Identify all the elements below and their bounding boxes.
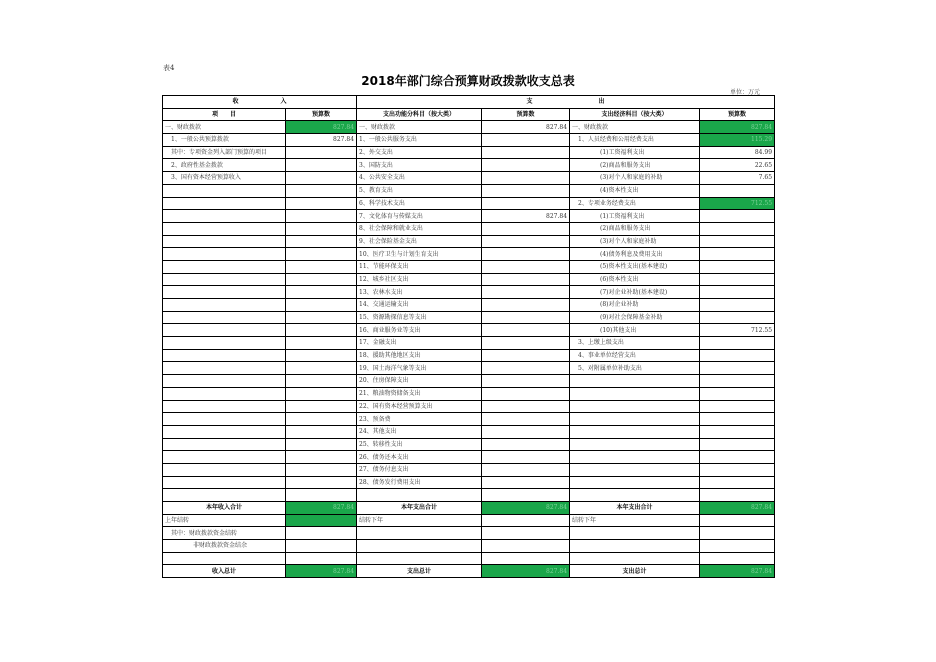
expense-header: 支 出 — [357, 96, 775, 109]
budget-value-cell — [482, 387, 570, 400]
budget-value-cell — [482, 172, 570, 185]
budget-value-cell — [482, 235, 570, 248]
budget-value-cell — [482, 463, 570, 476]
budget-value-cell — [482, 146, 570, 159]
item-label-cell — [163, 400, 286, 413]
budget-value-cell — [482, 311, 570, 324]
budget-value-cell: 827.84 — [286, 565, 357, 578]
budget-value-cell — [286, 299, 357, 312]
table-row — [163, 172, 775, 185]
budget-value-cell — [482, 134, 570, 147]
budget-value-cell — [700, 362, 775, 375]
table-row — [163, 438, 775, 451]
item-label-cell: 上年结转 — [163, 514, 286, 527]
table-row — [163, 540, 775, 553]
budget-value-cell — [482, 514, 570, 527]
item-label-cell — [163, 425, 286, 438]
table-row — [163, 565, 775, 578]
col-header: 支出功能分科目（按大类） — [357, 108, 482, 121]
item-label-cell — [163, 489, 286, 502]
item-label-cell: 本年支出合计 — [357, 502, 482, 515]
item-label-cell: (3)对个人和家庭补助 — [570, 235, 700, 248]
budget-value-cell — [286, 197, 357, 210]
budget-value-cell — [286, 311, 357, 324]
table-row — [163, 273, 775, 286]
table-row — [163, 121, 775, 134]
item-label-cell: 23、预备费 — [357, 413, 482, 426]
budget-value-cell — [700, 425, 775, 438]
item-label-cell: 1、一般公共服务支出 — [357, 134, 482, 147]
item-label-cell: 本年支出合计 — [570, 502, 700, 515]
item-label-cell: 14、交通运输支出 — [357, 299, 482, 312]
budget-value-cell — [286, 400, 357, 413]
item-label-cell — [163, 311, 286, 324]
table-row — [163, 387, 775, 400]
budget-value-cell: 827.84 — [700, 502, 775, 515]
item-label-cell — [570, 527, 700, 540]
item-label-cell — [570, 387, 700, 400]
budget-value-cell — [286, 463, 357, 476]
budget-value-cell — [482, 273, 570, 286]
item-label-cell — [163, 463, 286, 476]
budget-value-cell — [700, 299, 775, 312]
item-label-cell — [357, 552, 482, 565]
item-label-cell — [570, 463, 700, 476]
item-label-cell — [163, 552, 286, 565]
budget-value-cell: 22.65 — [700, 159, 775, 172]
item-label-cell: (9)对社会保障基金补助 — [570, 311, 700, 324]
budget-value-cell — [482, 286, 570, 299]
table-row — [163, 502, 775, 515]
budget-value-cell — [700, 222, 775, 235]
budget-value-cell — [700, 387, 775, 400]
item-label-cell: (7)对企业补助(基本建设) — [570, 286, 700, 299]
table-row — [163, 210, 775, 223]
item-label-cell: 28、债务发行费用支出 — [357, 476, 482, 489]
budget-value-cell: 7.65 — [700, 172, 775, 185]
col-header: 项 目 — [163, 108, 286, 121]
item-label-cell: (6)资本性支出 — [570, 273, 700, 286]
budget-value-cell — [700, 273, 775, 286]
budget-value-cell: 827.84 — [286, 134, 357, 147]
budget-value-cell — [482, 438, 570, 451]
item-label-cell: 收入总计 — [163, 565, 286, 578]
budget-value-cell — [700, 438, 775, 451]
column-header-row — [163, 108, 775, 121]
budget-value-cell — [700, 400, 775, 413]
budget-value-cell — [286, 514, 357, 527]
table-row — [163, 311, 775, 324]
item-label-cell: 1、一般公共预算拨款 — [163, 134, 286, 147]
budget-value-cell — [700, 514, 775, 527]
item-label-cell: 25、转移性支出 — [357, 438, 482, 451]
budget-value-cell — [482, 337, 570, 350]
budget-value-cell — [286, 552, 357, 565]
budget-value-cell — [700, 260, 775, 273]
item-label-cell: 8、社会保障和就业支出 — [357, 222, 482, 235]
table-row — [163, 400, 775, 413]
item-label-cell: 5、对附属单位补助支出 — [570, 362, 700, 375]
table-row — [163, 425, 775, 438]
item-label-cell: 3、上缴上级支出 — [570, 337, 700, 350]
table-row — [163, 235, 775, 248]
item-label-cell: 一、财政拨款 — [163, 121, 286, 134]
budget-value-cell — [700, 349, 775, 362]
item-label-cell: (1)工资福利支出 — [570, 146, 700, 159]
item-label-cell: 一、财政拨款 — [357, 121, 482, 134]
item-label-cell: 1、人员经费和公用经费支出 — [570, 134, 700, 147]
item-label-cell — [570, 375, 700, 388]
item-label-cell: 22、国有资本经营预算支出 — [357, 400, 482, 413]
item-label-cell — [163, 375, 286, 388]
table-row — [163, 476, 775, 489]
budget-value-cell: 827.84 — [700, 565, 775, 578]
table-row — [163, 184, 775, 197]
item-label-cell: 本年收入合计 — [163, 502, 286, 515]
budget-value-cell — [482, 324, 570, 337]
budget-table — [162, 95, 775, 578]
table-row — [163, 527, 775, 540]
item-label-cell: 12、城乡社区支出 — [357, 273, 482, 286]
item-label-cell: 2、外交支出 — [357, 146, 482, 159]
item-label-cell — [163, 362, 286, 375]
item-label-cell: 21、粮油物资储备支出 — [357, 387, 482, 400]
table-row — [163, 324, 775, 337]
budget-value-cell — [286, 425, 357, 438]
budget-value-cell — [482, 222, 570, 235]
budget-value-cell — [286, 337, 357, 350]
budget-value-cell — [286, 159, 357, 172]
table-number: 表4 — [163, 64, 175, 72]
budget-value-cell: 712.55 — [700, 197, 775, 210]
item-label-cell: 24、其他支出 — [357, 425, 482, 438]
item-label-cell — [570, 438, 700, 451]
item-label-cell: 27、债务付息支出 — [357, 463, 482, 476]
budget-value-cell — [286, 451, 357, 464]
item-label-cell: 其中：专项资金列入部门预算的项目 — [163, 146, 286, 159]
item-label-cell: 4、事业单位经营支出 — [570, 349, 700, 362]
budget-value-cell — [700, 552, 775, 565]
table-row — [163, 286, 775, 299]
item-label-cell: (2)商品和服务支出 — [570, 159, 700, 172]
item-label-cell: 5、教育支出 — [357, 184, 482, 197]
budget-value-cell — [700, 375, 775, 388]
item-label-cell — [163, 260, 286, 273]
item-label-cell: 10、医疗卫生与计划生育支出 — [357, 248, 482, 261]
budget-value-cell: 712.55 — [700, 324, 775, 337]
budget-value-cell: 827.84 — [700, 121, 775, 134]
table-row — [163, 362, 775, 375]
budget-value-cell — [700, 413, 775, 426]
budget-value-cell — [482, 425, 570, 438]
budget-value-cell — [700, 527, 775, 540]
table-row — [163, 134, 775, 147]
item-label-cell — [163, 476, 286, 489]
budget-value-cell — [286, 476, 357, 489]
item-label-cell — [163, 222, 286, 235]
budget-value-cell — [286, 324, 357, 337]
item-label-cell — [163, 349, 286, 362]
budget-value-cell: 827.84 — [286, 502, 357, 515]
budget-value-cell — [286, 540, 357, 553]
item-label-cell: 9、社会保险基金支出 — [357, 235, 482, 248]
budget-value-cell — [700, 476, 775, 489]
budget-value-cell — [286, 222, 357, 235]
item-label-cell: (10)其他支出 — [570, 324, 700, 337]
budget-value-cell — [286, 273, 357, 286]
budget-value-cell — [286, 362, 357, 375]
item-label-cell: 结转下年 — [570, 514, 700, 527]
item-label-cell: 20、住房保障支出 — [357, 375, 482, 388]
item-label-cell — [163, 451, 286, 464]
item-label-cell — [357, 540, 482, 553]
item-label-cell: 支出总计 — [357, 565, 482, 578]
item-label-cell: 15、资源勘探信息等支出 — [357, 311, 482, 324]
budget-value-cell — [700, 248, 775, 261]
budget-value-cell — [482, 489, 570, 502]
item-label-cell: 13、农林水支出 — [357, 286, 482, 299]
budget-value-cell — [482, 451, 570, 464]
item-label-cell: 3、国防支出 — [357, 159, 482, 172]
item-label-cell — [163, 387, 286, 400]
item-label-cell — [357, 489, 482, 502]
item-label-cell: 18、援助其他地区支出 — [357, 349, 482, 362]
budget-value-cell — [482, 476, 570, 489]
budget-value-cell — [700, 337, 775, 350]
budget-value-cell — [286, 438, 357, 451]
item-label-cell — [163, 184, 286, 197]
budget-value-cell — [482, 413, 570, 426]
budget-value-cell — [482, 349, 570, 362]
item-label-cell — [163, 235, 286, 248]
item-label-cell: 一、财政拨款 — [570, 121, 700, 134]
budget-value-cell — [482, 540, 570, 553]
item-label-cell — [570, 413, 700, 426]
budget-value-cell — [700, 235, 775, 248]
table-row — [163, 514, 775, 527]
col-header: 支出经济科目（按大类） — [570, 108, 700, 121]
budget-value-cell — [482, 527, 570, 540]
unit-label: 单位：万元 — [730, 89, 761, 96]
budget-value-cell: 827.84 — [482, 210, 570, 223]
budget-value-cell — [482, 159, 570, 172]
budget-value-cell — [482, 552, 570, 565]
table-row — [163, 146, 775, 159]
item-label-cell: 结转下年 — [357, 514, 482, 527]
item-label-cell: 其中：财政拨款资金结转 — [163, 527, 286, 540]
item-label-cell: 4、公共安全支出 — [357, 172, 482, 185]
budget-value-cell — [482, 197, 570, 210]
item-label-cell: 非财政拨款资金结余 — [163, 540, 286, 553]
budget-value-cell — [286, 210, 357, 223]
table-row — [163, 248, 775, 261]
budget-value-cell — [286, 489, 357, 502]
item-label-cell — [163, 197, 286, 210]
table-row — [163, 260, 775, 273]
item-label-cell — [163, 286, 286, 299]
budget-value-cell — [286, 172, 357, 185]
budget-value-cell — [700, 489, 775, 502]
budget-value-cell — [700, 184, 775, 197]
item-label-cell: (4)债务利息及费用支出 — [570, 248, 700, 261]
budget-value-cell: 827.84 — [482, 502, 570, 515]
item-label-cell — [163, 273, 286, 286]
item-label-cell: (2)商品和服务支出 — [570, 222, 700, 235]
item-label-cell: 16、商业服务业等支出 — [357, 324, 482, 337]
item-label-cell — [570, 489, 700, 502]
page-title: 2018年部门综合预算财政拨款收支总表 — [361, 74, 575, 88]
table-row — [163, 489, 775, 502]
item-label-cell — [163, 324, 286, 337]
budget-value-cell — [286, 349, 357, 362]
budget-value-cell: 827.84 — [482, 121, 570, 134]
item-label-cell: (8)对企业补助 — [570, 299, 700, 312]
budget-value-cell — [482, 400, 570, 413]
item-label-cell: 19、国土海洋气象等支出 — [357, 362, 482, 375]
table-row — [163, 222, 775, 235]
item-label-cell — [163, 438, 286, 451]
budget-value-cell — [482, 248, 570, 261]
item-label-cell: (4)资本性支出 — [570, 184, 700, 197]
item-label-cell — [570, 451, 700, 464]
budget-value-cell — [482, 362, 570, 375]
item-label-cell — [163, 248, 286, 261]
item-label-cell — [163, 210, 286, 223]
budget-value-cell — [286, 413, 357, 426]
budget-value-cell: 827.84 — [286, 121, 357, 134]
budget-value-cell — [286, 527, 357, 540]
item-label-cell: 6、科学技术支出 — [357, 197, 482, 210]
item-label-cell: 2、政府性基金拨款 — [163, 159, 286, 172]
budget-value-cell — [482, 260, 570, 273]
budget-value-cell: 84.99 — [700, 146, 775, 159]
table-row — [163, 337, 775, 350]
item-label-cell — [570, 400, 700, 413]
item-label-cell — [570, 540, 700, 553]
budget-value-cell — [286, 286, 357, 299]
table-row — [163, 299, 775, 312]
item-label-cell — [163, 413, 286, 426]
item-label-cell — [163, 299, 286, 312]
table-row — [163, 552, 775, 565]
item-label-cell: 7、文化体育与传媒支出 — [357, 210, 482, 223]
item-label-cell: 26、债务还本支出 — [357, 451, 482, 464]
budget-value-cell — [286, 387, 357, 400]
budget-value-cell — [482, 299, 570, 312]
item-label-cell: 17、金融支出 — [357, 337, 482, 350]
item-label-cell: (5)资本性支出(基本建设) — [570, 260, 700, 273]
budget-value-cell — [286, 260, 357, 273]
budget-value-cell — [700, 311, 775, 324]
col-header: 预算数 — [482, 108, 570, 121]
table-row — [163, 463, 775, 476]
item-label-cell: 3、国有资本经营预算收入 — [163, 172, 286, 185]
table-row — [163, 197, 775, 210]
item-label-cell: (1)工资福利支出 — [570, 210, 700, 223]
budget-value-cell — [700, 286, 775, 299]
income-header: 收 入 — [163, 96, 357, 109]
item-label-cell: (3)对个人和家庭的补助 — [570, 172, 700, 185]
item-label-cell — [570, 552, 700, 565]
table-row — [163, 159, 775, 172]
table-row — [163, 349, 775, 362]
item-label-cell: 2、专项业务经费支出 — [570, 197, 700, 210]
budget-value-cell — [286, 248, 357, 261]
col-header: 预算数 — [700, 108, 775, 121]
budget-value-cell — [286, 375, 357, 388]
table-row — [163, 413, 775, 426]
item-label-cell — [570, 425, 700, 438]
col-header: 预算数 — [286, 108, 357, 121]
budget-value-cell: 115.29 — [700, 134, 775, 147]
budget-value-cell — [286, 184, 357, 197]
budget-value-cell — [286, 146, 357, 159]
item-label-cell: 11、节能环保支出 — [357, 260, 482, 273]
item-label-cell — [357, 527, 482, 540]
table-row — [163, 451, 775, 464]
budget-value-cell — [482, 375, 570, 388]
budget-value-cell — [700, 540, 775, 553]
budget-value-cell — [482, 184, 570, 197]
budget-value-cell — [700, 210, 775, 223]
budget-value-cell — [700, 451, 775, 464]
item-label-cell — [570, 476, 700, 489]
table-row — [163, 375, 775, 388]
budget-value-cell — [700, 463, 775, 476]
section-header-row — [163, 96, 775, 109]
budget-value-cell: 827.84 — [482, 565, 570, 578]
item-label-cell: 支出总计 — [570, 565, 700, 578]
item-label-cell — [163, 337, 286, 350]
budget-value-cell — [286, 235, 357, 248]
